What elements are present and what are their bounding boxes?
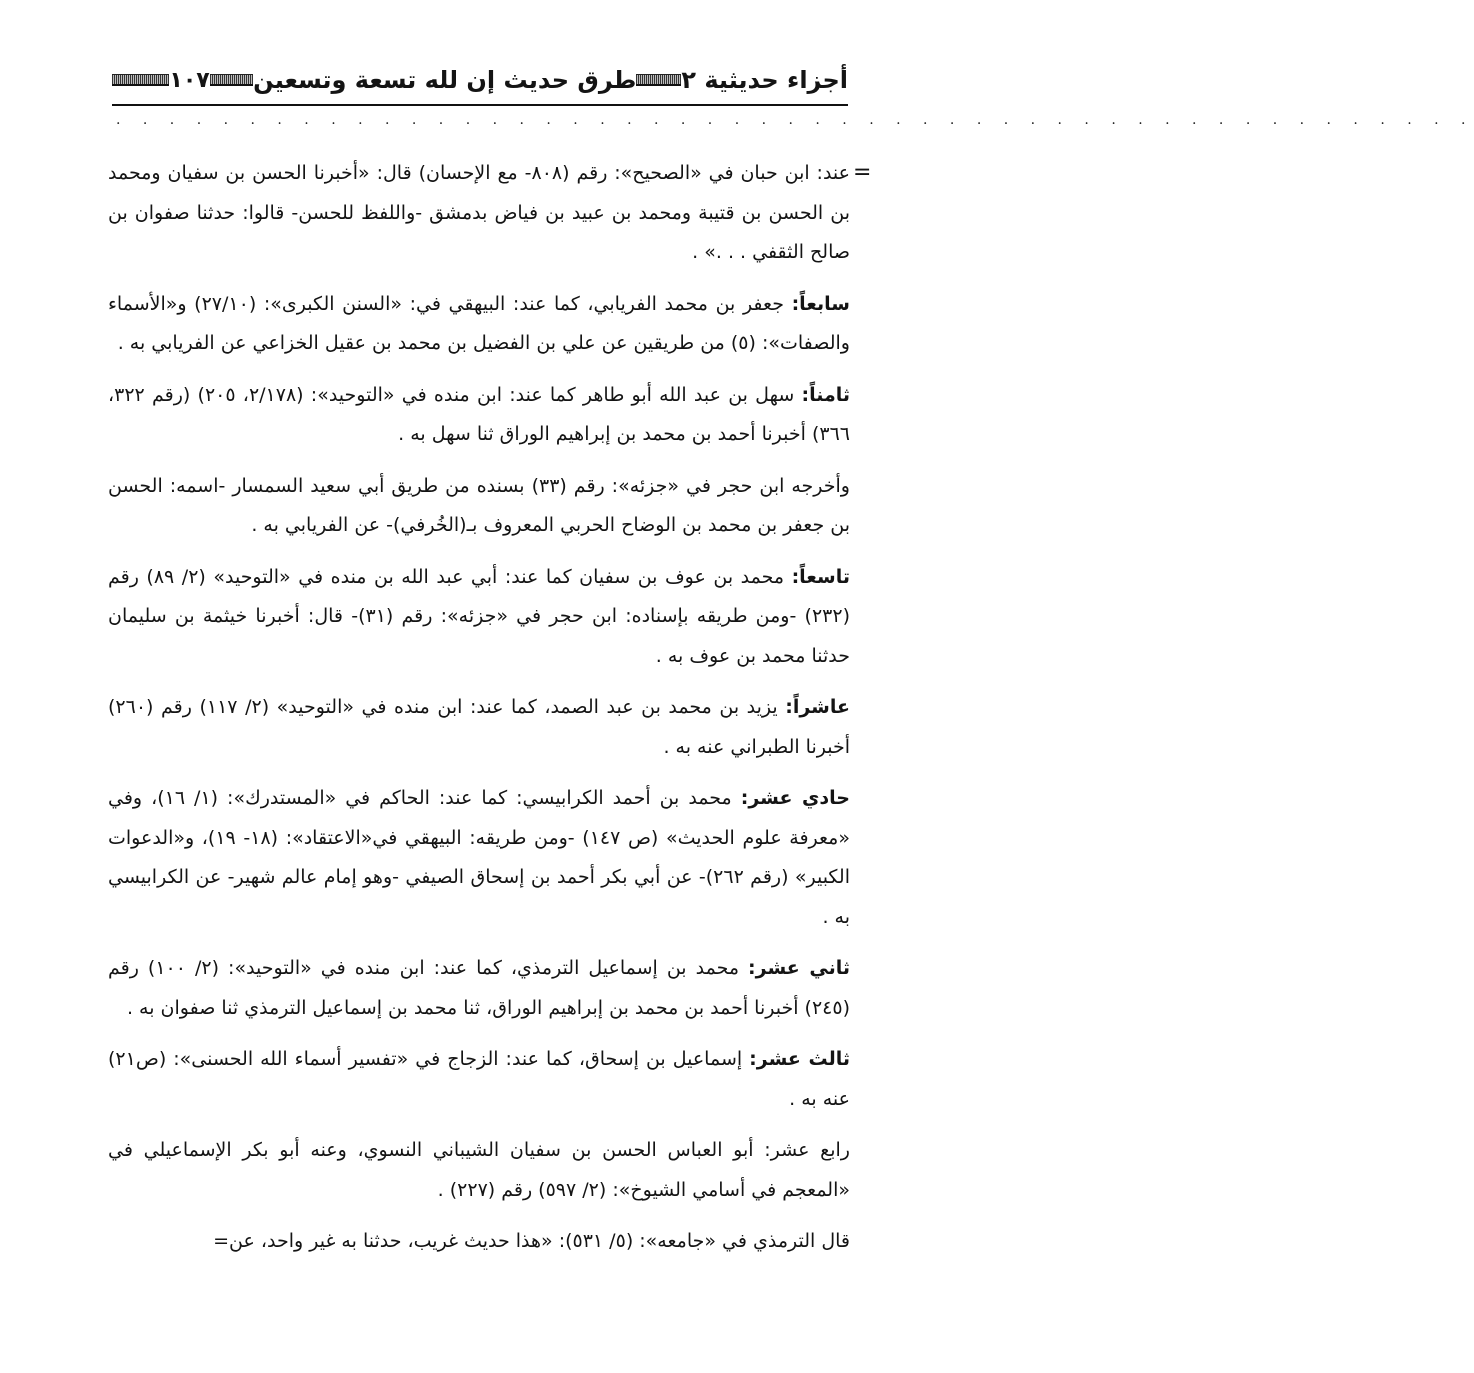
page-number: ١٠٧ — [169, 67, 210, 93]
book-title: أجزاء حديثية ٢ — [681, 66, 848, 94]
paragraph-lead: حادي عشر: — [740, 787, 850, 809]
paragraph-text: وأخرجه ابن حجر في «جزئه»: رقم (٣٣) بسنده من طريق أبي سعيد السمسار -اسمه: الحسن بن جعفر بن محمد بن الوضاح الحربي المعروف بـ(الخُرفي)- عن الفريابي به . — [108, 474, 850, 536]
paragraph-text: رابع عشر: أبو العباس الحسن بن سفيان الشيباني النسوي، وعنه أبو بكر الإسماعيلي في «المعجم في أسامي الشيوخ»: (٢/ ٥٩٧) رقم (٢٢٧) . — [108, 1139, 850, 1201]
paragraph-lead: ثالث عشر: — [749, 1048, 850, 1070]
paragraph-text: محمد بن أحمد الكرابيسي: كما عند: الحاكم في «المستدرك»: (١/ ١٦)، وفي «معرفة علوم الحديث» (ص ١٤٧) -ومن طريقه: البيهقي في«الاعتقاد»: (١٨- ١٩)، و«الدعوات الكبير» (رقم ٢٦٢)- عن أبي بكر أحمد بن إسحاق الصيفي -وهو إمام عالم شهير- عن الكرابيسي به . — [108, 787, 850, 928]
paragraph-lead: عاشراً: — [785, 696, 850, 718]
paragraph-text: يزيد بن محمد بن عبد الصمد، كما عند: ابن منده في «التوحيد» (٢/ ١١٧) رقم (٢٦٠) أخبرنا الطبراني عنه به . — [108, 696, 850, 758]
paragraph-text: محمد بن إسماعيل الترمذي، كما عند: ابن منده في «التوحيد»: (٢/ ١٠٠) رقم (٢٤٥) أخبرنا أحمد بن محمد بن إبراهيم الوراق، ثنا محمد بن إسماعيل الترمذي ثنا صفوان به . — [108, 957, 850, 1019]
paragraph — [108, 154, 850, 273]
paragraph — [108, 376, 850, 455]
paragraph-lead: ثاني عشر: — [748, 957, 850, 979]
decorative-bar — [636, 74, 681, 86]
decorative-bar — [112, 74, 169, 86]
decorative-bar — [210, 74, 253, 86]
paragraph-text: عند: ابن حبان في «الصحيح»: رقم (٨٠٨- مع الإحسان) قال: «أخبرنا الحسن بن سفيان ومحمد بن الحسن بن قتيبة ومحمد بن عبيد بن فياض بدمشق -واللفظ للحسن- قالوا: حدثنا صفوان بن صالح الثقفي . . .» . — [108, 162, 851, 263]
footnote-body — [108, 154, 850, 1274]
paragraph-text: جعفر بن محمد الفريابي، كما عند: البيهقي في: «السنن الكبرى»: (٢٧/١٠) و«الأسماء والصفات»: (٥) من طريقين عن علي بن الفضيل بن محمد بن عقيل الخزاعي عن الفريابي به . — [108, 292, 850, 354]
paragraph-lead: سابعاً: — [791, 292, 850, 315]
paragraph-text: محمد بن عوف بن سفيان كما عند: أبي عبد الله بن منده في «التوحيد» (٢/ ٨٩) رقم (٢٣٢) -ومن طريقه بإسناده: ابن حجر في «جزئه»: رقم (٣١)- قال: أخبرنا خيثمة بن سليمان حدثنا محمد بن عوف به . — [108, 565, 850, 667]
section-title: طرق حديث إن لله تسعة وتسعين — [253, 66, 637, 94]
paragraph — [108, 285, 850, 364]
paragraph-lead: ثامناً: — [801, 383, 851, 406]
paragraph-text: إسماعيل بن إسحاق، كما عند: الزجاج في «تفسير أسماء الله الحسنى»: (ص٢١) عنه به . — [108, 1048, 850, 1110]
continuation-mark: = — [853, 160, 872, 185]
paragraph — [108, 558, 850, 677]
dotted-separator: . . . . . . . . . . . . . . . . . . . . . . . . . . . . . . . . . . . . . . . . . . . . . . . . . . . — [116, 112, 1474, 128]
paragraph — [108, 949, 850, 1028]
paragraph — [108, 1222, 850, 1262]
header-rule — [112, 104, 848, 106]
paragraph-lead: تاسعاً: — [791, 565, 850, 588]
paragraph — [108, 467, 850, 546]
running-header — [112, 58, 848, 102]
paragraph — [108, 1040, 850, 1119]
paragraph — [108, 688, 850, 767]
paragraph — [108, 1131, 850, 1210]
paragraph-text: قال الترمذي في «جامعه»: (٥/ ٥٣١): «هذا حديث غريب، حدثنا به غير واحد، عن= — [213, 1230, 850, 1252]
paragraph-text: سهل بن عبد الله أبو طاهر كما عند: ابن منده في «التوحيد»: (٢/١٧٨، ٢٠٥) (رقم ٣٢٢، ٣٦٦) أخبرنا أحمد بن محمد بن إبراهيم الوراق ثنا سهل به . — [108, 383, 850, 445]
paragraph — [108, 779, 850, 937]
